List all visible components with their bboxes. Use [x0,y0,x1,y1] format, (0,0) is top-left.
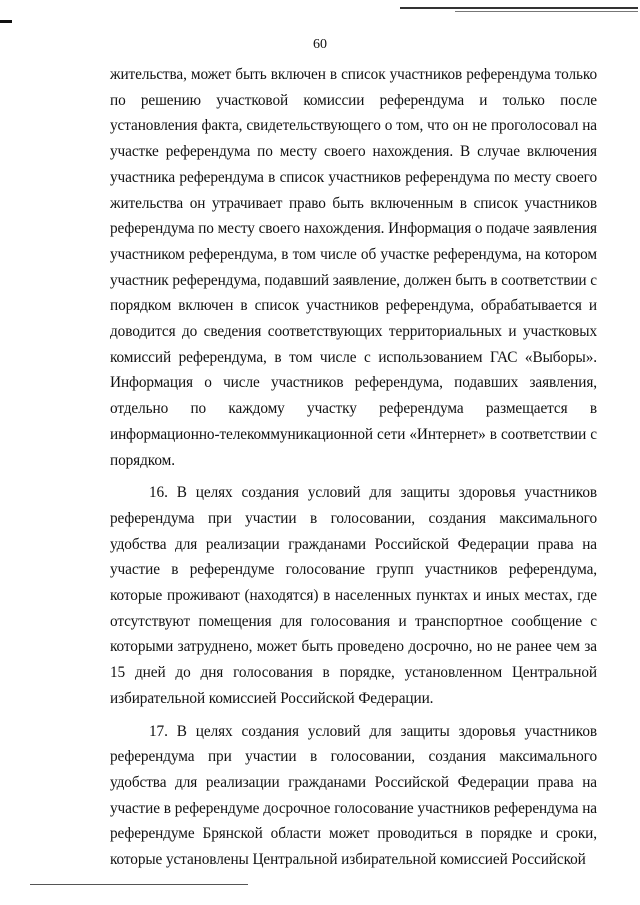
paragraph-continuation: жительства, может быть включен в список участников референдума только по решению участковой комиссии референдума и только после установления факта, свидетельствующего о том, что он не проголосовал на участке референдума по месту своего нахождения. В случае включения участника референдума в список участников референдума по месту своего жительства он утрачивает право быть включенным в список участников референдума по месту своего нахождения. Информация о подаче заявления участником референдума, в том числе об участке референдума, на котором участник референдума, подавший заявление, должен быть в соответствии с порядком включен в список участников референдума, обрабатывается и доводится до сведения соответствующих территориальных и участковых комиссий референдума, в том числе с использованием ГАС «Выборы». Информация о числе участников референдума, подавших заявления, отдельно по каждому участку референдума размещается в информационно-телекоммуникационной сети «Интернет» в соответствии с порядком. [110,66,597,469]
document-body [110,62,597,873]
paragraph-item-17: 17. В целях создания условий для защиты здоровья участников референдума при участии в голосовании, создания максимального удобства для реализации гражданами Российской Федерации права на участие в референдуме досрочное голосование участников референдума на референдуме Брянской области может проводиться в порядке и сроки, которые установлены Центральной избирательной комиссией Российской [110,722,597,869]
scan-artifact-line-top-secondary [455,11,638,12]
scan-artifact-line-bottom [30,884,248,885]
paragraph-item-16: 16. В целях создания условий для защиты здоровья участников референдума при участии в голосовании, создания максимального удобства для реализации гражданами Российской Федерации права на участие в референдуме голосование групп участников референдума, которые проживают (находятся) в населенных пунктах и иных местах, где отсутствуют помещения для голосования и транспортное сообщение с которыми затруднено, может быть проведено досрочно, но не ранее чем за 15 дней до дня голосования в порядке, установленном Центральной избирательной комиссией Российской Федерации. [110,484,597,707]
scan-artifact-line-top [400,7,638,9]
scan-edge-mark [0,20,12,23]
page-number: 60 [313,37,327,52]
